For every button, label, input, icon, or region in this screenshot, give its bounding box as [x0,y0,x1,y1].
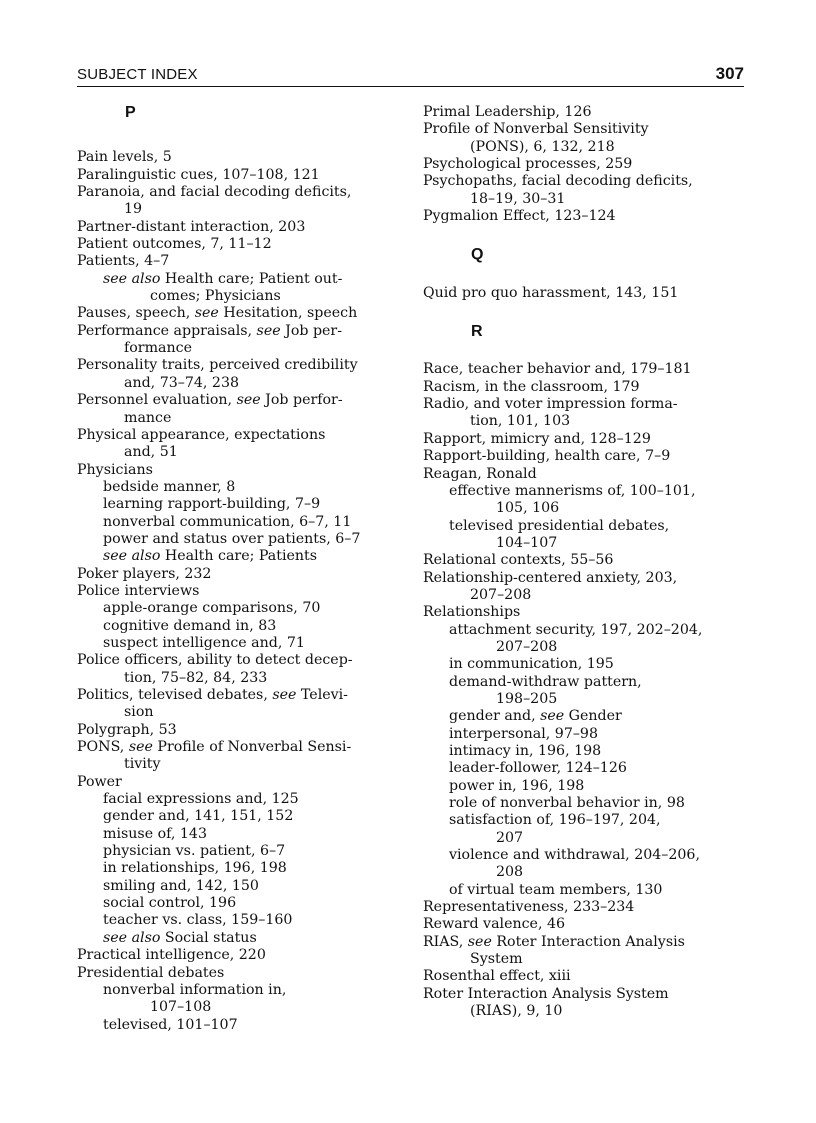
index-column-right [423,104,753,1021]
index-entry-continuation: tion, 101, 103 [470,413,571,430]
index-entry: Patient outcomes, 7, 11–12 [77,236,272,253]
index-entry: Psychopaths, facial decoding deficits, [423,173,693,190]
index-entry-continuation: 107–108 [150,999,212,1016]
index-subentry: learning rapport-building, 7–9 [103,496,321,513]
index-entry-continuation: and, 73–74, 238 [124,374,239,391]
index-entry: Race, teacher behavior and, 179–181 [423,361,692,378]
index-entry-continuation: (PONS), 6, 132, 218 [470,138,615,155]
index-subentry: gender and, see Gender [449,708,622,725]
index-entry-continuation: formance [124,340,192,357]
index-entry: Rosenthal effect, xiii [423,968,571,985]
index-entry-continuation: 19 [124,201,143,218]
index-subentry: nonverbal information in, [103,981,287,998]
index-entry-continuation: 105, 106 [496,500,560,517]
index-subentry: in communication, 195 [449,656,614,673]
index-subentry: intimacy in, 196, 198 [449,743,602,759]
index-entry: Reagan, Ronald [423,465,537,482]
index-subentry: bedside manner, 8 [103,478,236,495]
section-letter-p: P [125,104,136,121]
index-subentry: attachment security, 197, 202–204, [449,621,703,638]
index-entry-continuation: 208 [496,864,524,881]
running-header-title: SUBJECT INDEX [77,66,198,83]
running-header [77,64,744,87]
index-entry-continuation: 207 [496,829,524,846]
page-number: 307 [715,64,744,83]
index-entry: RIAS, see Roter Interaction Analysis [423,933,685,950]
index-entry: Radio, and voter impression forma- [423,396,678,413]
section-letter-q: Q [471,246,484,264]
index-subentry: misuse of, 143 [103,825,207,842]
index-entry-continuation: tion, 75–82, 84, 233 [124,669,268,686]
index-entry-continuation: 18–19, 30–31 [470,190,566,207]
index-entry: Representativeness, 233–234 [423,899,635,916]
index-subentry: power in, 196, 198 [449,777,585,794]
index-column-left [77,104,407,1034]
index-entry: Reward valence, 46 [423,916,566,933]
index-subentry: cognitive demand in, 83 [103,617,277,634]
index-subentry: teacher vs. class, 159–160 [103,912,293,929]
index-entry: Politics, televised debates, see Televi- [77,687,348,703]
index-entry: Performance appraisals, see Job per- [77,322,343,339]
index-entry: Personality traits, perceived credibility [77,357,358,374]
index-subentry: effective mannerisms of, 100–101, [449,482,696,499]
index-subentry: smiling and, 142, 150 [103,877,259,894]
index-subentry: in relationships, 196, 198 [103,860,287,877]
index-subentry: interpersonal, 97–98 [449,725,598,742]
index-entry: Pygmalion Effect, 123–124 [423,208,616,225]
index-subentry: demand-withdraw pattern, [449,673,642,690]
index-entry: PONS, see Profile of Nonverbal Sensi- [77,739,352,756]
index-entry: Relationships [423,604,521,621]
index-subentry: power and status over patients, 6–7 [103,530,361,547]
index-entry: Primal Leadership, 126 [423,104,592,120]
index-entry: Rapport, mimicry and, 128–129 [423,430,651,447]
index-entry: Presidential debates [77,964,225,981]
index-entry: Quid pro quo harassment, 143, 151 [423,284,679,301]
index-subentry: violence and withdrawal, 204–206, [449,847,700,864]
index-entry: Pain levels, 5 [77,149,172,166]
index-see-also: see also Health care; Patient out- [103,270,343,287]
index-entry: Racism, in the classroom, 179 [423,378,640,395]
index-entry-continuation: tivity [124,756,161,773]
index-see-also: see also Social status [103,929,257,946]
index-subentry: televised, 101–107 [103,1016,238,1033]
index-subentry: facial expressions and, 125 [103,791,299,808]
index-entry-continuation: and, 51 [124,444,178,461]
index-entry: Relational contexts, 55–56 [423,552,614,569]
index-entry: Power [77,773,122,790]
index-entry: Poker players, 232 [77,565,212,582]
index-entry-continuation: comes; Physicians [150,288,281,305]
index-see-also: see also Health care; Patients [103,548,318,565]
index-entry: Personnel evaluation, see Job perfor- [77,392,343,409]
index-entry-continuation: 198–205 [496,690,558,707]
index-entry-continuation: sion [124,704,154,721]
index-entry-continuation: mance [124,409,172,426]
index-subentry: leader-follower, 124–126 [449,760,627,777]
index-entry-continuation: 207–208 [496,638,558,655]
index-entry: Physicians [77,461,153,478]
index-entry: Paranoia, and facial decoding deficits, [77,184,352,201]
index-entry: Rapport-building, health care, 7–9 [423,448,671,465]
index-entry: Polygraph, 53 [77,721,177,738]
index-subentry: role of nonverbal behavior in, 98 [449,795,685,812]
index-subentry: of virtual team members, 130 [449,881,663,898]
index-entry: Roter Interaction Analysis System [423,985,669,1002]
index-subentry: gender and, 141, 151, 152 [103,808,294,825]
index-entry: Pauses, speech, see Hesitation, speech [77,305,358,322]
index-entry: Police officers, ability to detect decep- [77,652,353,669]
index-entry: Physical appearance, expectations [77,426,326,443]
index-subentry: suspect intelligence and, 71 [103,634,305,651]
index-entry: Paralinguistic cues, 107–108, 121 [77,166,320,183]
index-entry: Police interviews [77,582,200,599]
index-entry: Patients, 4–7 [77,253,170,270]
index-entry: Partner-distant interaction, 203 [77,218,306,235]
index-entry-continuation: 104–107 [496,534,558,551]
index-entry: Practical intelligence, 220 [77,947,266,964]
index-subentry: satisfaction of, 196–197, 204, [449,812,661,829]
index-subentry: social control, 196 [103,895,237,912]
index-subentry: physician vs. patient, 6–7 [103,843,286,860]
index-subentry: televised presidential debates, [449,517,670,534]
index-entry: Profile of Nonverbal Sensitivity [423,121,649,138]
index-entry-continuation: (RIAS), 9, 10 [470,1003,563,1020]
section-letter-r: R [471,323,483,341]
index-entry-continuation: System [470,951,523,968]
index-entry-continuation: 207–208 [470,586,532,603]
index-entry: Psychological processes, 259 [423,156,633,173]
index-subentry: apple-orange comparisons, 70 [103,600,321,617]
index-entry: Relationship-centered anxiety, 203, [423,569,678,586]
index-subentry: nonverbal communication, 6–7, 11 [103,513,352,530]
